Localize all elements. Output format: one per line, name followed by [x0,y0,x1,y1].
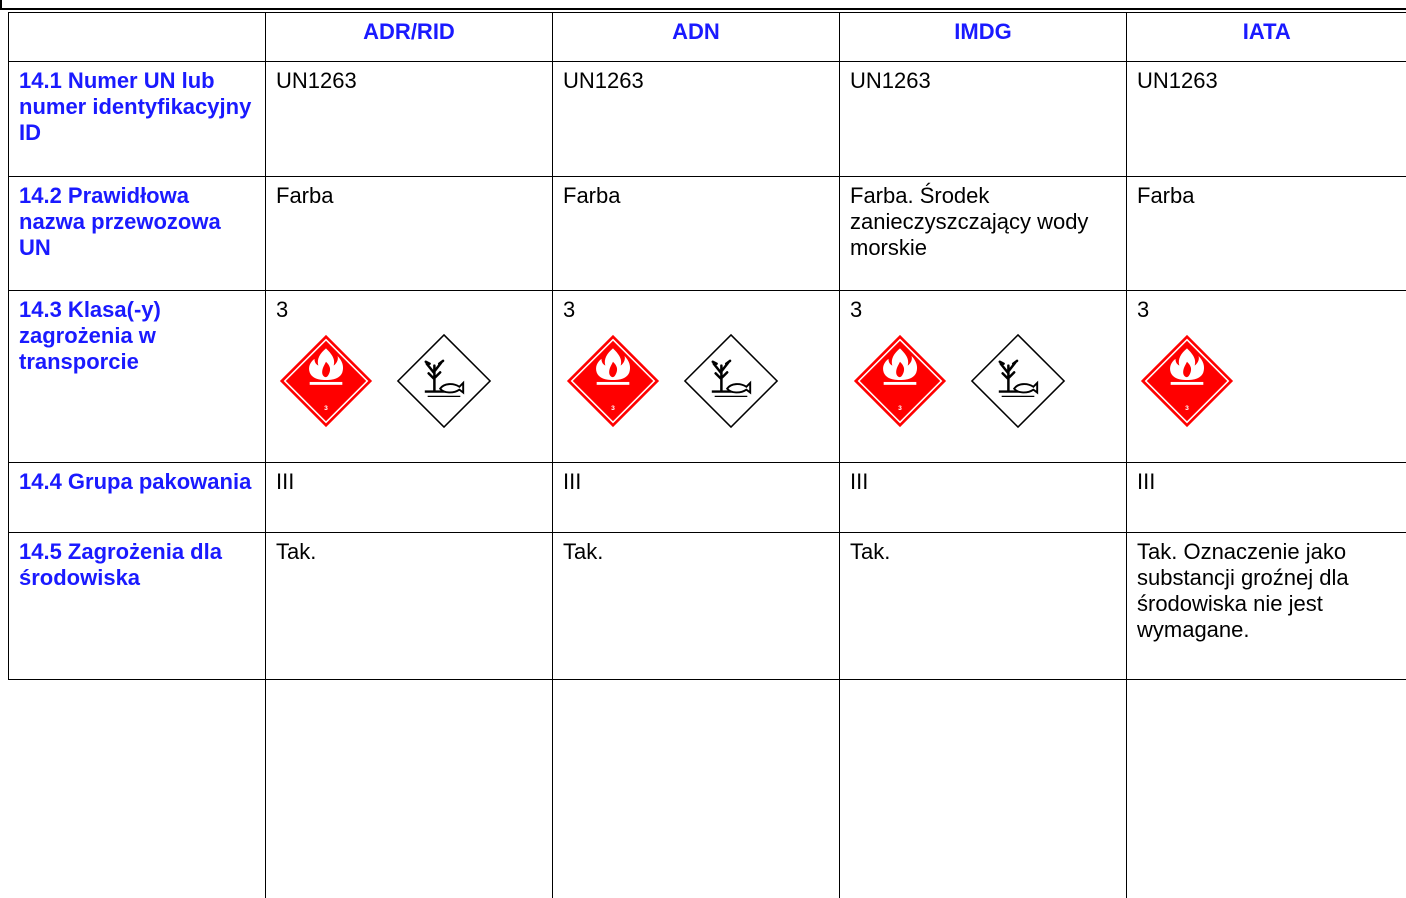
table-header-row [9,13,1406,62]
flammable-liquid-icon [1139,333,1235,429]
svg-text:3: 3 [898,405,902,412]
flammable-liquid-icon [278,333,374,429]
cell-adn-packing-group: III [553,463,840,533]
row-label-hazard-class: 14.3 Klasa(-y) zagrożenia w transporcie [9,291,266,463]
table-row-packing-group [9,463,1406,533]
hazard-pictograms [852,333,1116,429]
cell-iata-packing-group: III [1127,463,1406,533]
cell-imdg-shipping-name: Farba. Środek zanieczyszczający wody morskie [840,177,1127,291]
hazard-class-value: 3 [850,297,1116,323]
svg-text:3: 3 [1185,405,1189,412]
cell-iata-shipping-name: Farba [1127,177,1406,291]
environmental-hazard-icon [970,333,1066,429]
cell-adr-rid-environmental-hazards: Tak. [266,533,553,680]
hazard-pictograms [1139,333,1397,429]
header-adr-rid: ADR/RID [266,13,553,62]
table-row-hazard-class [9,291,1406,463]
svg-text:3: 3 [611,405,615,412]
hazard-pictograms [565,333,829,429]
cell-adn-environmental-hazards: Tak. [553,533,840,680]
hazard-pictograms [278,333,542,429]
header-iata: IATA [1127,13,1406,62]
svg-text:3: 3 [324,405,328,412]
cell-adn-hazard-class [553,291,840,463]
transport-info-table [8,12,1406,898]
header-adn: ADN [553,13,840,62]
flammable-liquid-icon [565,333,661,429]
table-row-shipping-name [9,177,1406,291]
empty-cell [840,680,1127,898]
row-label-environmental-hazards: 14.5 Zagrożenia dla środowiska [9,533,266,680]
cell-adr-rid-packing-group: III [266,463,553,533]
hazard-class-value: 3 [563,297,829,323]
environmental-hazard-icon [396,333,492,429]
top-frame-line [0,0,1406,10]
hazard-class-value: 3 [276,297,542,323]
cell-adr-rid-un-number: UN1263 [266,62,553,177]
row-label-un-number: 14.1 Numer UN lub numer identyfikacyjny ID [9,62,266,177]
cell-iata-un-number: UN1263 [1127,62,1406,177]
header-imdg: IMDG [840,13,1127,62]
cell-imdg-packing-group: III [840,463,1127,533]
cell-adr-rid-hazard-class [266,291,553,463]
table-row-environmental-hazards [9,533,1406,680]
table-row-empty [9,680,1406,898]
cell-imdg-un-number: UN1263 [840,62,1127,177]
cell-imdg-hazard-class [840,291,1127,463]
cell-adn-shipping-name: Farba [553,177,840,291]
cell-adr-rid-shipping-name: Farba [266,177,553,291]
flammable-liquid-icon [852,333,948,429]
header-empty-cell [9,13,266,62]
row-label-shipping-name: 14.2 Prawidłowa nazwa przewozowa UN [9,177,266,291]
empty-cell [553,680,840,898]
empty-cell [9,680,266,898]
cell-imdg-environmental-hazards: Tak. [840,533,1127,680]
cell-iata-environmental-hazards: Tak. Oznaczenie jako substancji groźnej dla środowiska nie jest wymagane. [1127,533,1406,680]
empty-cell [1127,680,1406,898]
environmental-hazard-icon [683,333,779,429]
cell-adn-un-number: UN1263 [553,62,840,177]
row-label-packing-group: 14.4 Grupa pakowania [9,463,266,533]
cell-iata-hazard-class [1127,291,1406,463]
empty-cell [266,680,553,898]
hazard-class-value: 3 [1137,297,1397,323]
table-row-un-number [9,62,1406,177]
